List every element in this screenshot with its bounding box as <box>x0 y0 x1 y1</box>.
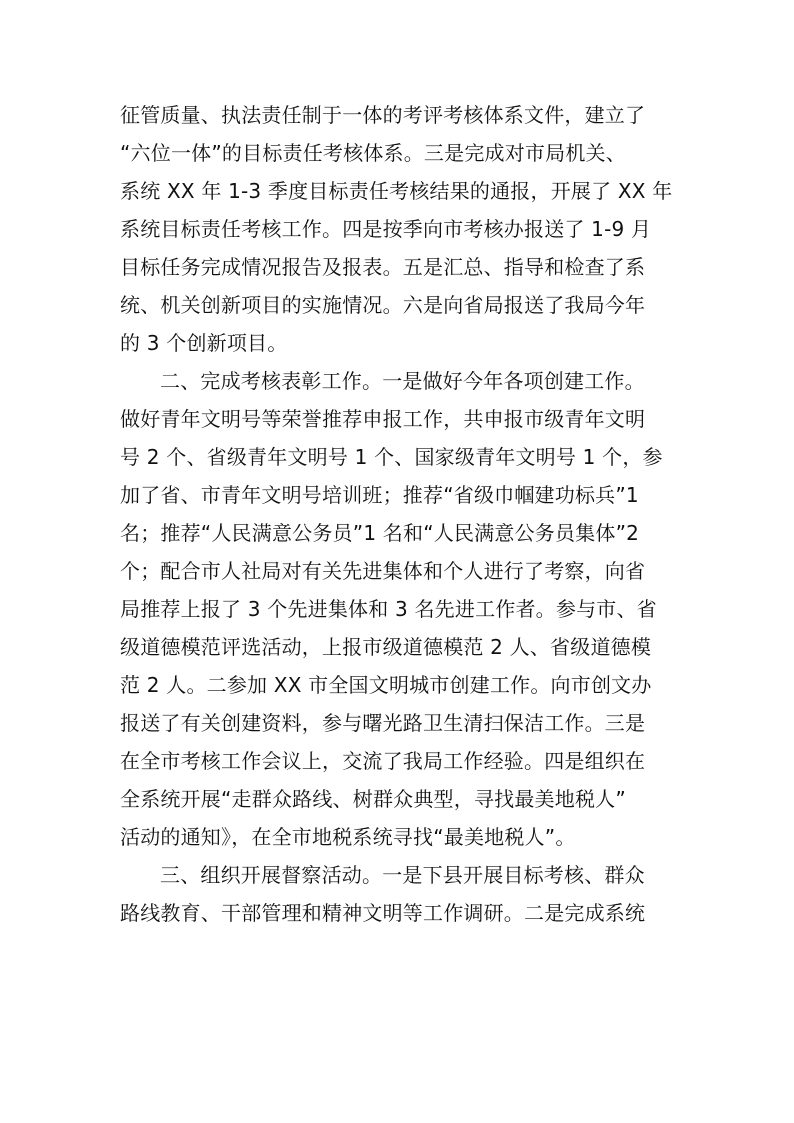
text-line: 全系统开展“走群众路线、树群众典型，寻找最美地税人” <box>120 787 626 811</box>
text-line: 范 2 人。二参加 XX 市全国文明城市创建工作。向市创文办 <box>120 673 652 697</box>
text-line: 系统 XX 年 1-3 季度目标责任考核结果的通报，开展了 XX 年 <box>120 179 673 203</box>
text-line: 征管质量、执法责任制于一体的考评考核体系文件，建立了 <box>120 103 646 127</box>
text-line: 号 2 个、省级青年文明号 1 个、国家级青年文明号 1 个，参 <box>120 445 663 469</box>
text-line: 目标任务完成情况报告及报表。五是汇总、指导和检查了系 <box>120 255 646 279</box>
text-line: 报送了有关创建资料，参与曙光路卫生清扫保洁工作。三是 <box>120 711 646 735</box>
document-body <box>120 96 680 932</box>
text-line: 活动的通知》，在全市地税系统寻找“最美地税人”。 <box>120 825 576 849</box>
text-line: 的 3 个创新项目。 <box>120 331 288 355</box>
text-line: 名；推荐“人民满意公务员”1 名和“人民满意公务员集体”2 <box>120 521 640 545</box>
text-line: 做好青年文明号等荣誉推荐申报工作，共申报市级青年文明 <box>120 407 646 431</box>
section-heading-line: 二、完成考核表彰工作。一是做好今年各项创建工作。 <box>160 369 645 393</box>
text-line: “六位一体”的目标责任考核体系。三是完成对市局机关、 <box>120 141 626 165</box>
text-line: 级道德模范评选活动，上报市级道德模范 2 人、省级道德模 <box>120 635 652 659</box>
text-line: 局推荐上报了 3 个先进集体和 3 名先进工作者。参与市、省 <box>120 597 657 621</box>
text-line: 在全市考核工作会议上，交流了我局工作经验。四是组织在 <box>120 749 646 773</box>
text-line: 系统目标责任考核工作。四是按季向市考核办报送了 1-9 月 <box>120 217 652 241</box>
text-line: 统、机关创新项目的实施情况。六是向省局报送了我局今年 <box>120 293 646 317</box>
section-heading-line: 三、组织开展督察活动。一是下县开展目标考核、群众 <box>160 863 645 887</box>
text-line: 路线教育、干部管理和精神文明等工作调研。二是完成系统 <box>120 901 646 925</box>
text-line: 加了省、市青年文明号培训班；推荐“省级巾帼建功标兵”1 <box>120 483 639 507</box>
text-line: 个；配合市人社局对有关先进集体和个人进行了考察，向省 <box>120 559 646 583</box>
